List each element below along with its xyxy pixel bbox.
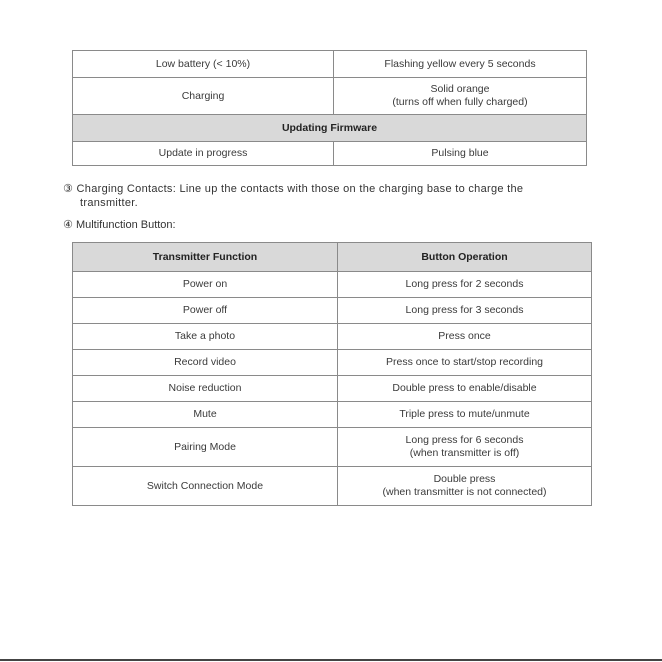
operation-cell: Long press for 2 seconds (338, 272, 592, 298)
button-operation-table (72, 242, 592, 506)
charging-contacts-paragraph (63, 182, 586, 210)
function-cell: Mute (73, 402, 338, 428)
operation-cell (338, 467, 592, 506)
function-cell: Noise reduction (73, 376, 338, 402)
led-state-cell: Charging (73, 78, 334, 115)
paragraph-text: transmitter. (80, 197, 139, 209)
multifunction-button-heading (63, 218, 586, 232)
table-section-header (73, 115, 587, 142)
led-state-cell: Update in progress (73, 142, 334, 166)
function-cell: Power on (73, 272, 338, 298)
led-indicator-cell (334, 78, 587, 115)
table-row (73, 51, 587, 78)
page-bottom-divider (0, 659, 662, 661)
operation-line: (when transmitter is off) (409, 447, 520, 459)
operation-cell: Double press to enable/disable (338, 376, 592, 402)
table-row (73, 467, 592, 506)
indicator-line: (turns off when fully charged) (392, 96, 528, 108)
operation-cell: Triple press to mute/unmute (338, 402, 592, 428)
circled-number-marker: ④ (63, 219, 73, 231)
operation-cell: Press once (338, 324, 592, 350)
function-cell: Power off (73, 298, 338, 324)
operation-cell: Long press for 3 seconds (338, 298, 592, 324)
operation-line: Double press (433, 473, 496, 485)
operation-cell: Press once to start/stop recording (338, 350, 592, 376)
column-header: Button Operation (338, 243, 592, 272)
table-row (73, 324, 592, 350)
table-row (73, 272, 592, 298)
function-cell: Pairing Mode (73, 428, 338, 467)
operation-cell (338, 428, 592, 467)
table-row (73, 376, 592, 402)
section-header-cell: Updating Firmware (73, 115, 587, 142)
function-cell: Record video (73, 350, 338, 376)
paragraph-text: Charging Contacts: Line up the contacts with those on the charging base to charge the (76, 183, 524, 195)
led-state-cell: Low battery (< 10%) (73, 51, 334, 78)
table-row (73, 428, 592, 467)
led-indicator-cell: Pulsing blue (334, 142, 587, 166)
led-indicator-cell: Flashing yellow every 5 seconds (334, 51, 587, 78)
table-row (73, 298, 592, 324)
circled-number-marker: ③ (63, 183, 74, 195)
column-header: Transmitter Function (73, 243, 338, 272)
function-cell: Switch Connection Mode (73, 467, 338, 506)
table-header-row (73, 243, 592, 272)
heading-text: Multifunction Button: (75, 219, 176, 231)
led-status-table (72, 50, 587, 166)
table-row (73, 78, 587, 115)
table-row (73, 142, 587, 166)
table-row (73, 402, 592, 428)
table-row (73, 350, 592, 376)
indicator-line: Solid orange (430, 83, 490, 95)
operation-line: (when transmitter is not connected) (382, 486, 547, 498)
function-cell: Take a photo (73, 324, 338, 350)
operation-line: Long press for 6 seconds (405, 434, 524, 446)
